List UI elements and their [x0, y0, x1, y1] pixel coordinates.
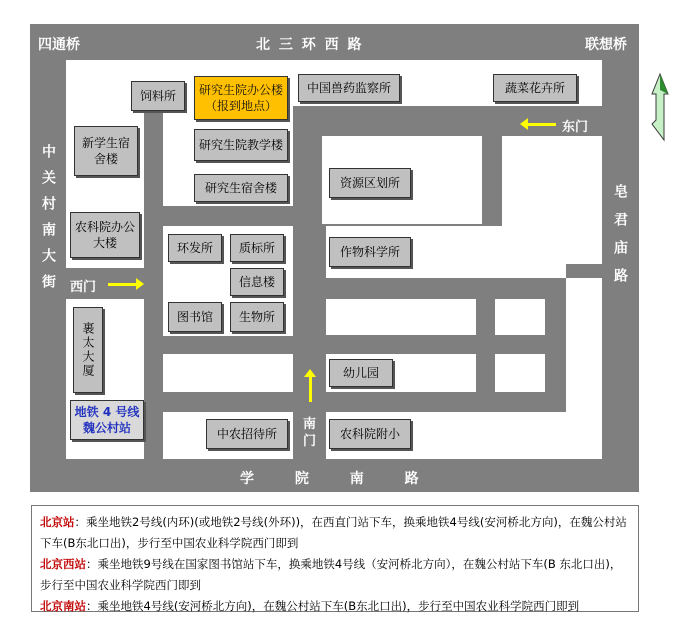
direction-line-3 — [40, 596, 630, 617]
block-east-row1b — [495, 299, 545, 335]
station-beijing-west: 北京西站 — [40, 557, 86, 571]
block-east-row2b — [495, 354, 545, 392]
road-south: 学 院 南 路 — [240, 471, 437, 487]
bldg-bio[interactable]: 生物所 — [230, 302, 284, 332]
bldg-kindergarten[interactable]: 幼儿园 — [329, 359, 393, 387]
block-east-row1 — [326, 299, 476, 335]
direction-text-2: ：乘坐地铁9号线在国家图书馆站下车，换乘地铁4号线（安河桥北方向），在魏公村站下车(B 东北口出)，步行至中国农业科学院西门即到 — [40, 557, 622, 592]
bldg-veg-flower[interactable]: 蔬菜花卉所 — [493, 74, 577, 102]
bldg-caas-office[interactable]: 农科院办公大楼 — [70, 212, 140, 258]
campus-map — [30, 24, 639, 492]
bldg-pei-tai[interactable]: 裹太大厦 — [73, 307, 103, 393]
bldg-library[interactable]: 图书馆 — [168, 302, 222, 332]
corner-ne: 联想桥 — [585, 37, 627, 53]
bldg-info[interactable]: 信息楼 — [230, 268, 284, 296]
grad-office-name: 研究生院办公楼 — [198, 83, 283, 97]
direction-text-3: ：乘坐地铁4号线(安河桥北方向)，在魏公村站下车(B东北口出)，步行至中国农业科学院西门即到 — [86, 599, 580, 613]
block-se — [566, 278, 602, 459]
bldg-env[interactable]: 环发所 — [168, 234, 222, 262]
direction-line-2 — [40, 554, 630, 596]
corner-nw: 四通桥 — [38, 37, 80, 53]
bldg-new-dorm[interactable]: 新学生宿舍楼 — [74, 126, 138, 176]
west-gate-arrow — [108, 283, 138, 286]
bldg-grad-teaching[interactable]: 研究生院教学楼 — [194, 129, 288, 161]
directions-panel — [31, 505, 639, 612]
gate-west: 西门 — [70, 280, 97, 295]
bldg-metro[interactable]: 地铁 4 号线魏公村站 — [70, 400, 144, 440]
direction-line-1 — [40, 512, 630, 554]
direction-text-1: ：乘坐地铁2号线(内环)(或地铁2号线(外环))，在西直门站下车，换乘地铁4号线(安河桥北方向)，在魏公村站下车(B东北口出)，步行至中国农业科学院西门即到 — [40, 515, 627, 550]
road-east: 皂君庙路 — [612, 184, 628, 296]
road-west: 中关村南大街 — [40, 144, 56, 300]
bldg-crop[interactable]: 作物科学所 — [329, 237, 411, 267]
block-center-low — [163, 354, 293, 392]
bldg-quality[interactable]: 质标所 — [230, 234, 284, 262]
gate-east: 东门 — [562, 120, 589, 135]
road-north: 北 三 环 西 路 — [256, 37, 364, 53]
bldg-grad-dorm[interactable]: 研究生宿舍楼 — [194, 174, 288, 202]
bldg-hotel[interactable]: 中农招待所 — [206, 419, 288, 449]
bldg-grad-office[interactable] — [194, 76, 288, 120]
bldg-primary-school[interactable]: 农科院附小 — [329, 419, 411, 449]
bldg-feed[interactable]: 饲料所 — [131, 81, 185, 111]
north-arrow-icon — [650, 72, 670, 142]
station-beijing-south: 北京南站 — [40, 599, 86, 613]
bldg-vet-drug[interactable]: 中国兽药监察所 — [298, 74, 400, 102]
bldg-resource[interactable]: 资源区划所 — [329, 168, 411, 198]
grad-office-note: （报到地点） — [204, 99, 277, 113]
east-gate-arrow — [526, 123, 556, 126]
south-gate-arrow — [309, 376, 312, 402]
gate-south: 南门 — [303, 417, 317, 449]
station-beijing: 北京站 — [40, 515, 75, 529]
